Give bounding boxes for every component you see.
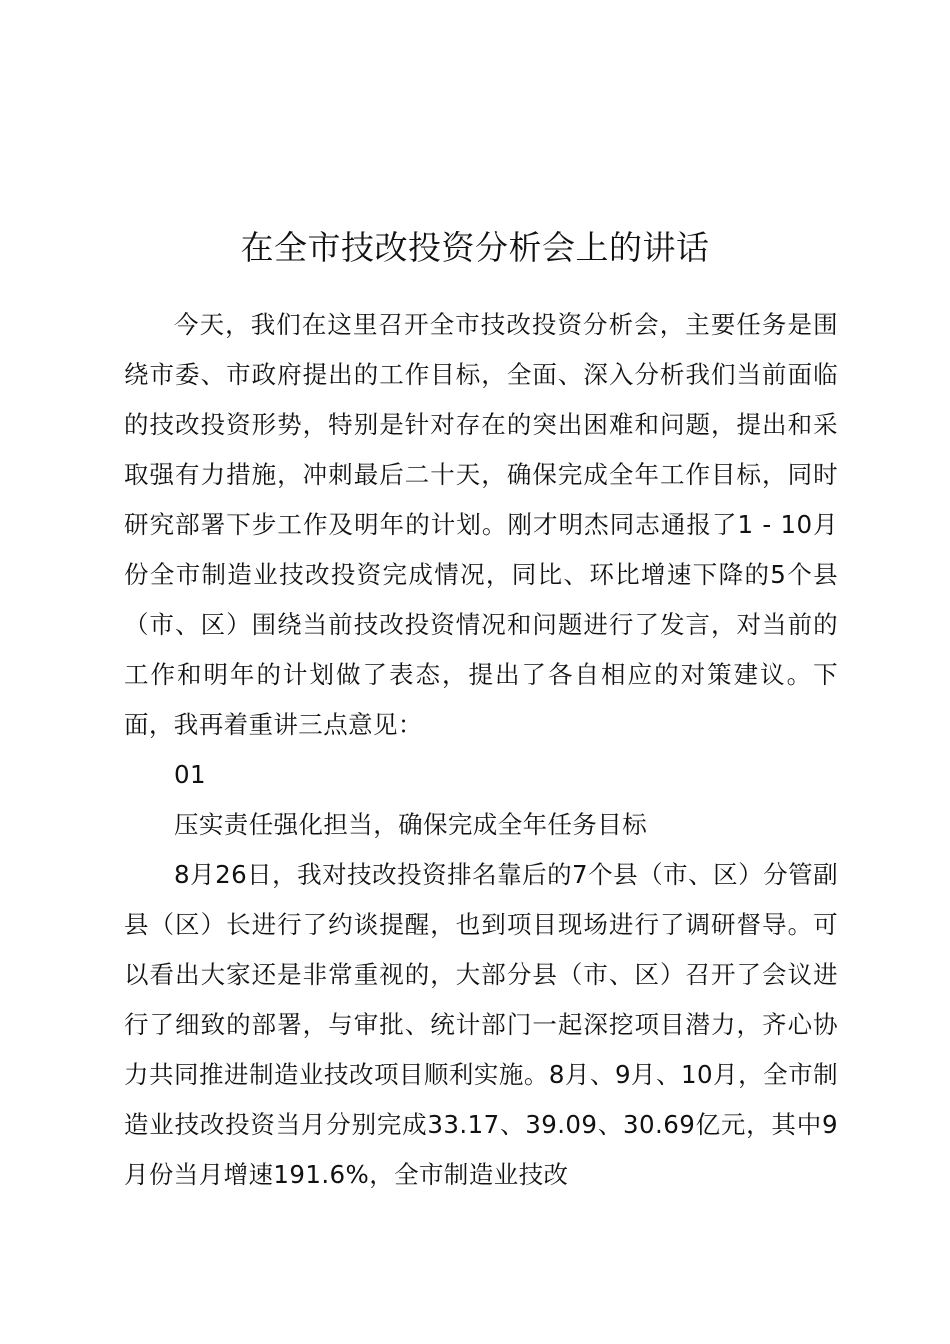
- document-body: [124, 300, 838, 1200]
- section-heading: 压实责任强化担当，确保完成全年任务目标: [174, 810, 648, 839]
- intro-paragraph: 今天，我们在这里召开全市技改投资分析会，主要任务是围绕市委、市政府提出的工作目标，全面、深入分析我们当前面临的技改投资形势，特别是针对存在的突出困难和问题，提出和采取强有力措施，冲刺最后二十天，确保完成全年工作目标，同时研究部署下步工作及明年的计划。刚才明杰同志通报了1 - 10月份全市制造业技改投资完成情况，同比、环比增速下降的5个县（市、区）围绕当前技改投资情况和问题进行了发言，对当前的工作和明年的计划做了表态，提出了各自相应的对策建议。下面，我再着重讲三点意见：: [124, 310, 838, 739]
- section-paragraph: 8月26日，我对技改投资排名靠后的7个县（市、区）分管副县（区）长进行了约谈提醒，也到项目现场进行了调研督导。可以看出大家还是非常重视的，大部分县（市、区）召开了会议进行了细致的部署，与审批、统计部门一起深挖项目潜力，齐心协力共同推进制造业技改项目顺利实施。8月、9月、10月，全市制造业技改投资当月分别完成33.17、39.09、30.69亿元，其中9月份当月增速191.6%，全市制造业技改: [124, 860, 838, 1189]
- document-title: 在全市技改投资分析会上的讲话: [240, 228, 710, 267]
- section-number: 01: [174, 760, 206, 789]
